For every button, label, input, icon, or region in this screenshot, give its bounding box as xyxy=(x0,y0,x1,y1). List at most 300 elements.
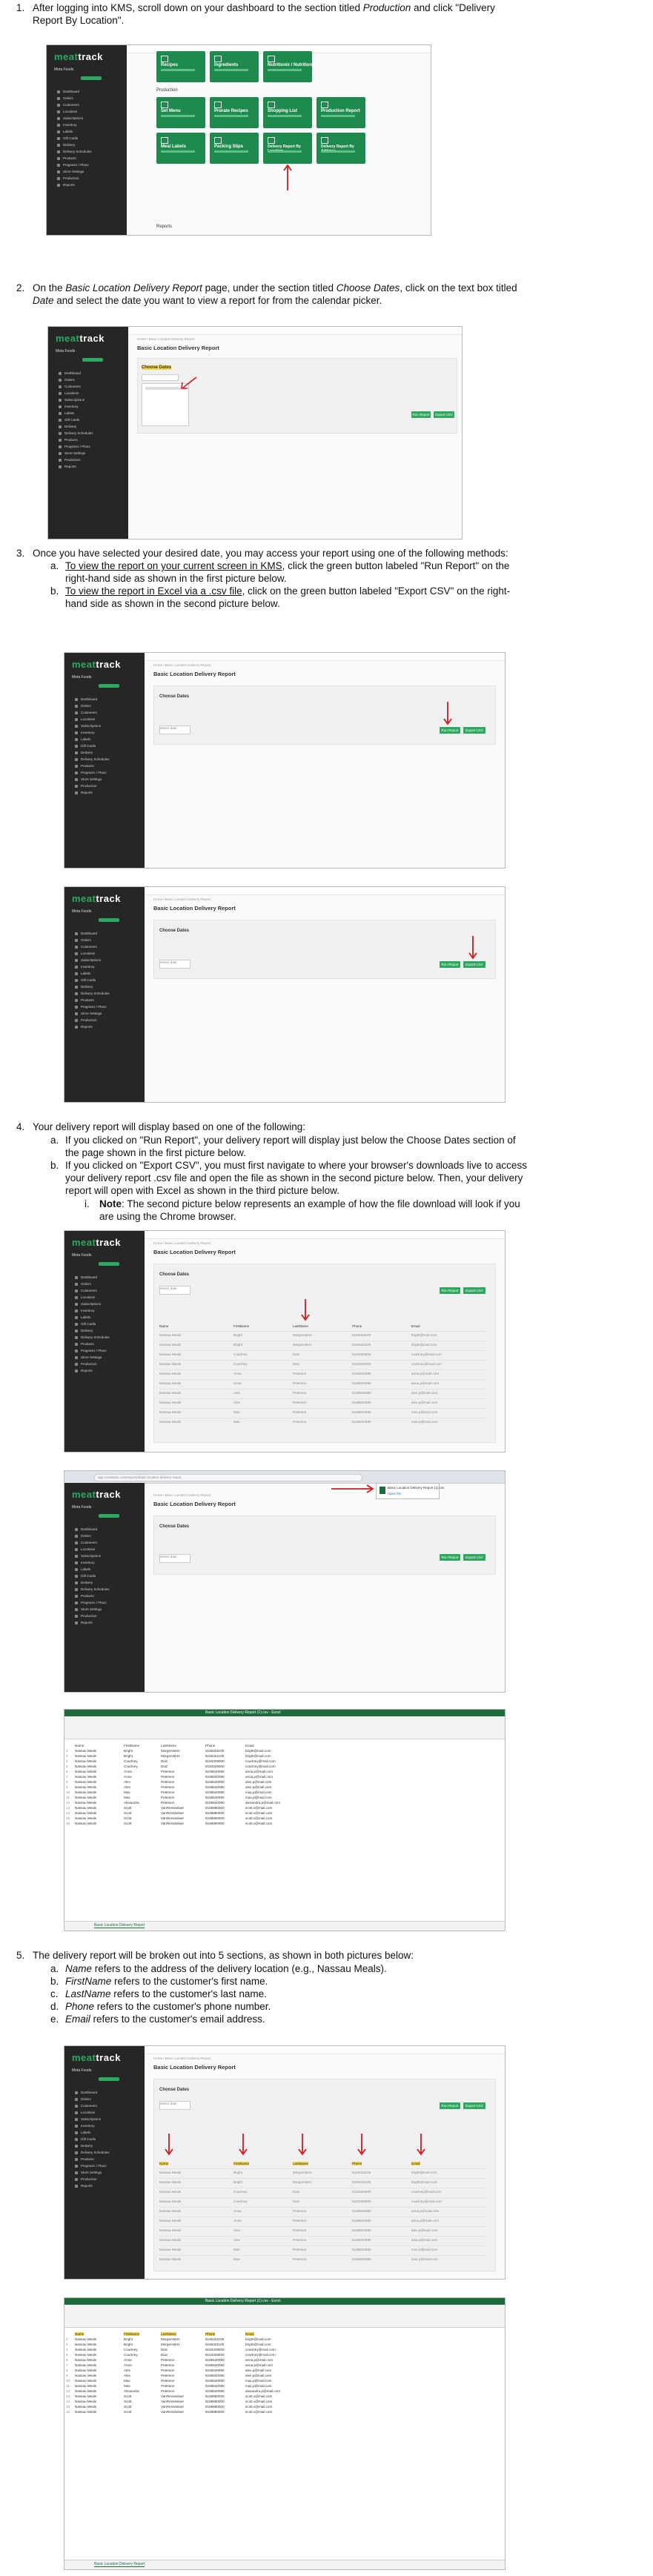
excel-cell[interactable]: courtney@mail.com xyxy=(245,1759,276,1763)
sidebar-item[interactable] xyxy=(75,1574,119,1579)
excel-cell[interactable]: Max xyxy=(124,1796,130,1799)
excel-cell[interactable]: Alexandra xyxy=(124,1801,139,1805)
table-cell: Peterson xyxy=(293,1372,307,1375)
sidebar-item[interactable] xyxy=(75,1362,119,1367)
download-popup[interactable]: Basic Location Delivery Report (1).csv Open file xyxy=(376,1483,440,1499)
run-report-button[interactable]: Run Report xyxy=(440,961,460,968)
excel-cell[interactable]: Nassau Meals xyxy=(75,2353,97,2357)
excel-cell[interactable]: Scott xyxy=(124,2394,132,2398)
excel-cell[interactable]: Morgenstern xyxy=(161,1749,180,1753)
excel-cell[interactable]: 5166540090 xyxy=(205,1796,225,1799)
excel-cell[interactable]: Peterson xyxy=(161,2384,175,2388)
sidebar-item[interactable] xyxy=(57,170,102,174)
excel-cell[interactable]: Scott xyxy=(124,2400,132,2403)
excel-cell[interactable]: Diaz xyxy=(161,2353,168,2357)
sidebar-item[interactable] xyxy=(75,998,119,1003)
sidebar-item[interactable] xyxy=(57,103,102,107)
tile-delivery-report-address[interactable]: Delivery Report By xyxy=(316,133,365,164)
excel-cell[interactable]: VanRensselaer xyxy=(161,1811,185,1815)
excel-cell[interactable]: VanRensselaer xyxy=(161,1816,185,1820)
excel-cell[interactable]: Nassau Meals xyxy=(75,2358,97,2362)
excel-cell[interactable]: Nassau Meals xyxy=(75,2379,97,2383)
sidebar-item[interactable] xyxy=(75,952,119,956)
excel-cell[interactable]: Nassau Meals xyxy=(75,1754,97,1758)
sidebar-item[interactable] xyxy=(75,2097,119,2102)
export-csv-button[interactable]: Export CSV xyxy=(463,1554,485,1561)
sidebar-item[interactable] xyxy=(75,1621,119,1625)
sidebar-item[interactable] xyxy=(75,1289,119,1293)
excel-cell[interactable]: scott.v@mail.com xyxy=(245,1811,273,1815)
nav-icon xyxy=(57,177,60,180)
excel-cell[interactable]: VanRensselaer xyxy=(161,2400,185,2403)
excel-cell[interactable]: Peterson xyxy=(161,1770,175,1773)
excel-cell[interactable]: 5163329000 xyxy=(205,1759,225,1763)
excel-cell[interactable]: Alex xyxy=(124,1780,130,1784)
excel-cell[interactable]: bright@mail.com xyxy=(245,1754,271,1758)
excel-cell[interactable]: 5168880000 xyxy=(205,1811,225,1815)
excel-cell[interactable]: scott.v@mail.com xyxy=(245,1822,273,1825)
excel-cell[interactable]: Scott xyxy=(124,1816,132,1820)
excel-cell[interactable]: 5166321100 xyxy=(205,2343,225,2346)
excel-header-cell[interactable]: Phone xyxy=(205,2332,216,2336)
sidebar-item[interactable] xyxy=(75,1275,119,1280)
excel-header-cell[interactable]: Phone xyxy=(205,1744,216,1747)
sidebar-item[interactable] xyxy=(75,2104,119,2108)
sidebar-item[interactable] xyxy=(75,2117,119,2122)
date-input[interactable]: Select date xyxy=(159,1286,190,1295)
excel-cell[interactable]: max.p@mail.com xyxy=(245,1796,272,1799)
excel-cell[interactable]: VanRensselaer xyxy=(161,2410,185,2414)
sidebar-item[interactable] xyxy=(75,2171,119,2175)
tile-nutritionix[interactable]: Nutritionix / Nutritionist xyxy=(263,51,312,82)
excel-cell[interactable]: scott.v@mail.com xyxy=(245,1806,273,1810)
export-csv-button[interactable]: Export CSV xyxy=(463,961,485,968)
sidebar-item[interactable] xyxy=(75,2111,119,2115)
sidebar-item[interactable] xyxy=(75,978,119,983)
run-report-button[interactable]: Run Report xyxy=(440,2102,460,2109)
excel-cell[interactable]: Peterson xyxy=(161,1785,175,1789)
tile-recipes[interactable]: Recipes xyxy=(156,51,205,82)
tile-meal-labels[interactable]: Meal Labels xyxy=(156,133,205,164)
sidebar-item[interactable] xyxy=(75,1012,119,1016)
sidebar-item[interactable] xyxy=(59,371,103,376)
excel-header-cell[interactable]: FirstName xyxy=(124,2332,140,2336)
excel-cell[interactable]: VanRensselaer xyxy=(161,2394,185,2398)
excel-cell[interactable]: 5166540090 xyxy=(205,2358,225,2362)
sidebar-item[interactable] xyxy=(75,1581,119,1585)
sidebar-item[interactable] xyxy=(57,163,102,167)
excel-cell[interactable]: 5168880000 xyxy=(205,2400,225,2403)
excel-cell[interactable]: Nassau Meals xyxy=(75,1816,97,1820)
excel-header-cell[interactable]: LastName xyxy=(161,1744,176,1747)
excel-cell[interactable]: 5166321100 xyxy=(205,1754,225,1758)
excel-cell[interactable]: anna.p@mail.com xyxy=(245,1770,274,1773)
sidebar-item[interactable] xyxy=(75,2091,119,2095)
sidebar-item[interactable] xyxy=(75,1567,119,1572)
sidebar-item[interactable] xyxy=(75,1329,119,1333)
sidebar-item[interactable] xyxy=(75,945,119,949)
sidebar-item[interactable] xyxy=(75,1369,119,1373)
sidebar-item[interactable] xyxy=(59,438,103,442)
excel-cell[interactable]: Scott xyxy=(124,1811,132,1815)
excel-cell[interactable]: alexandra.p@mail.com xyxy=(245,1801,281,1805)
excel-cell[interactable]: Peterson xyxy=(161,1801,175,1805)
sidebar-item[interactable] xyxy=(75,1342,119,1347)
excel-cell[interactable]: Bright xyxy=(124,2337,133,2341)
date-input[interactable] xyxy=(142,374,179,381)
sidebar-item[interactable] xyxy=(75,958,119,963)
excel-header-cell[interactable]: Email xyxy=(245,2332,254,2336)
excel-cell[interactable]: VanRensselaer xyxy=(161,1806,185,1810)
run-report-button[interactable]: Run Report xyxy=(412,413,430,416)
excel-cell[interactable]: 5168880000 xyxy=(205,1816,225,1820)
excel-header-cell[interactable]: FirstName xyxy=(124,1744,140,1747)
excel-header-cell[interactable]: Email xyxy=(245,1744,254,1747)
excel-cell[interactable]: Courtney xyxy=(124,2348,138,2351)
tile-packing-slips[interactable]: Packing Slips xyxy=(210,133,259,164)
excel-cell[interactable]: 5166540090 xyxy=(205,1790,225,1794)
sidebar-item-label: Production xyxy=(81,2177,97,2181)
excel-cell[interactable]: Alex xyxy=(124,2374,130,2377)
sidebar-item[interactable] xyxy=(75,1282,119,1287)
excel-cell[interactable]: scott.v@mail.com xyxy=(245,1816,273,1820)
sidebar-item[interactable] xyxy=(75,717,119,722)
excel-cell[interactable]: Nassau Meals xyxy=(75,1822,97,1825)
excel-cell[interactable]: Anna xyxy=(124,1770,132,1773)
sidebar-item[interactable] xyxy=(75,1355,119,1360)
excel-cell[interactable]: 5166540090 xyxy=(205,1775,225,1779)
excel-cell[interactable]: Nassau Meals xyxy=(75,1796,97,1799)
sidebar-item[interactable] xyxy=(75,2131,119,2135)
excel-cell[interactable]: Nassau Meals xyxy=(75,1806,97,1810)
excel-cell[interactable]: Diaz xyxy=(161,2348,168,2351)
tile-shopping[interactable]: Shopping List xyxy=(263,97,312,128)
excel-cell[interactable]: anna.p@mail.com xyxy=(245,1775,274,1779)
excel-cell[interactable]: Courtney xyxy=(124,2353,138,2357)
sidebar-item[interactable] xyxy=(59,405,103,409)
sidebar-item[interactable] xyxy=(75,2137,119,2142)
sidebar-item[interactable] xyxy=(75,1534,119,1538)
excel-cell[interactable]: 5168880000 xyxy=(205,1822,225,1825)
excel-cell[interactable]: Nassau Meals xyxy=(75,2337,97,2341)
sidebar-item[interactable] xyxy=(75,2151,119,2155)
date-input[interactable]: Select date xyxy=(159,1554,190,1563)
excel-cell[interactable]: 5168880000 xyxy=(205,2394,225,2398)
sidebar-item[interactable] xyxy=(57,150,102,154)
excel-cell[interactable]: Nassau Meals xyxy=(75,1801,97,1805)
excel-cell[interactable]: Diaz xyxy=(161,1765,168,1768)
excel-cell[interactable]: Nassau Meals xyxy=(75,1770,97,1773)
excel-cell[interactable]: Peterson xyxy=(161,1780,175,1784)
excel-header-cell[interactable]: Name xyxy=(75,1744,84,1747)
sidebar-item[interactable] xyxy=(75,791,119,795)
excel-cell[interactable]: 5166321100 xyxy=(205,1749,225,1753)
sidebar-item[interactable] xyxy=(59,431,103,436)
excel-cell[interactable]: scott.v@mail.com xyxy=(245,2410,273,2414)
excel-cell[interactable]: Peterson xyxy=(161,2368,175,2372)
excel-cell[interactable]: Nassau Meals xyxy=(75,1790,97,1794)
excel-cell[interactable]: 5166540090 xyxy=(205,2374,225,2377)
excel-cell[interactable]: anna.p@mail.com xyxy=(245,2363,274,2367)
excel-cell[interactable]: Alex xyxy=(124,1785,130,1789)
excel-cell[interactable]: Peterson xyxy=(161,2358,175,2362)
excel-cell[interactable]: Diaz xyxy=(161,1759,168,1763)
sidebar-item[interactable] xyxy=(75,764,119,769)
sidebar-item[interactable] xyxy=(75,2164,119,2168)
tile-set-menu[interactable]: Set Menu xyxy=(156,97,205,128)
excel-cell[interactable]: alex.p@mail.com xyxy=(245,1780,272,1784)
excel-header-cell[interactable]: Name xyxy=(75,2332,84,2336)
excel-cell[interactable]: Morgenstern xyxy=(161,2343,180,2346)
excel-cell[interactable]: courtney@mail.com xyxy=(245,2353,276,2357)
excel-cell[interactable]: Anna xyxy=(124,2358,132,2362)
excel-cell[interactable]: Nassau Meals xyxy=(75,2394,97,2398)
excel-cell[interactable]: Nassau Meals xyxy=(75,2368,97,2372)
excel-cell[interactable]: Peterson xyxy=(161,2363,175,2367)
excel-cell[interactable]: 5166540090 xyxy=(205,1801,225,1805)
excel-cell[interactable]: Courtney xyxy=(124,1765,138,1768)
address-bar[interactable]: app.meattrack.com/reports/basic-location-delivery-report xyxy=(94,1474,362,1481)
sidebar-item[interactable] xyxy=(75,2157,119,2162)
sidebar-item[interactable] xyxy=(75,1607,119,1612)
sidebar-item[interactable] xyxy=(75,1295,119,1300)
sidebar-item[interactable] xyxy=(57,110,102,114)
excel-cell[interactable]: VanRensselaer xyxy=(161,1822,185,1825)
sidebar-item[interactable] xyxy=(75,1309,119,1313)
sidebar-item[interactable] xyxy=(75,972,119,976)
sidebar-item[interactable] xyxy=(75,1594,119,1599)
run-report-button[interactable]: Run Report xyxy=(440,727,460,734)
sidebar-item[interactable] xyxy=(75,731,119,735)
excel-cell[interactable]: scott.v@mail.com xyxy=(245,2400,273,2403)
sidebar-item[interactable] xyxy=(75,1025,119,1029)
sidebar-item[interactable] xyxy=(75,784,119,789)
excel-cell[interactable]: Nassau Meals xyxy=(75,1749,97,1753)
excel-cell[interactable]: Peterson xyxy=(161,1775,175,1779)
sidebar-item[interactable] xyxy=(59,385,103,389)
excel-cell[interactable]: Nassau Meals xyxy=(75,1775,97,1779)
excel-cell[interactable]: Max xyxy=(124,2384,130,2388)
sidebar-item[interactable] xyxy=(75,1614,119,1619)
sidebar-item[interactable] xyxy=(75,771,119,775)
sidebar-item[interactable] xyxy=(75,737,119,742)
excel-cell[interactable]: 5166540090 xyxy=(205,1785,225,1789)
excel-cell[interactable]: courtney@mail.com xyxy=(245,1765,276,1768)
sidebar-item[interactable] xyxy=(75,711,119,715)
excel-cell[interactable]: Max xyxy=(124,2379,130,2383)
excel-cell[interactable]: Alexandra xyxy=(124,2389,139,2393)
excel-cell[interactable]: max.p@mail.com xyxy=(245,2379,272,2383)
excel-cell[interactable]: alex.p@mail.com xyxy=(245,2368,272,2372)
excel-cell[interactable]: Max xyxy=(124,1790,130,1794)
excel-cell[interactable]: bright@mail.com xyxy=(245,2343,271,2346)
excel-cell[interactable]: alex.p@mail.com xyxy=(245,1785,272,1789)
excel-cell[interactable]: Nassau Meals xyxy=(75,2400,97,2403)
excel-cell[interactable]: Scott xyxy=(124,2405,132,2409)
excel-cell[interactable]: Nassau Meals xyxy=(75,1785,97,1789)
excel-cell[interactable]: Bright xyxy=(124,2343,133,2346)
date-input[interactable]: Select date xyxy=(159,960,190,969)
excel-cell[interactable]: Bright xyxy=(124,1749,133,1753)
sidebar-item[interactable] xyxy=(59,398,103,402)
sidebar-item[interactable] xyxy=(75,1322,119,1327)
nav-icon xyxy=(57,144,60,147)
excel-cell[interactable]: 5166321100 xyxy=(205,2337,225,2341)
sidebar-item[interactable] xyxy=(75,697,119,702)
sidebar-item[interactable] xyxy=(59,465,103,469)
excel-cell[interactable]: Nassau Meals xyxy=(75,2384,97,2388)
excel-cell[interactable]: Nassau Meals xyxy=(75,1765,97,1768)
sidebar-item[interactable] xyxy=(57,96,102,101)
excel-cell[interactable]: Scott xyxy=(124,1822,132,1825)
export-csv-button[interactable]: Export CSV xyxy=(463,2102,485,2109)
excel-cell[interactable]: Peterson xyxy=(161,1796,175,1799)
sidebar-item[interactable] xyxy=(75,1302,119,1307)
sidebar-item[interactable] xyxy=(75,1349,119,1353)
sidebar-item[interactable] xyxy=(57,123,102,127)
sidebar-item[interactable] xyxy=(57,136,102,141)
sidebar-item[interactable] xyxy=(59,451,103,456)
sidebar-item[interactable] xyxy=(75,1601,119,1605)
sidebar-item[interactable] xyxy=(75,938,119,943)
sidebar-item[interactable] xyxy=(75,744,119,748)
sidebar-item[interactable] xyxy=(57,90,102,94)
excel-cell[interactable]: Nassau Meals xyxy=(75,2343,97,2346)
date-input[interactable]: Select date xyxy=(159,2101,190,2110)
excel-cell[interactable]: scott.v@mail.com xyxy=(245,2405,273,2409)
excel-cell[interactable]: Scott xyxy=(124,1806,132,1810)
excel-cell[interactable]: 5166540090 xyxy=(205,2379,225,2383)
excel-cell[interactable]: max.p@mail.com xyxy=(245,2384,272,2388)
sidebar-item[interactable] xyxy=(75,992,119,996)
sidebar-item[interactable] xyxy=(57,116,102,121)
excel-cell[interactable]: 5166540090 xyxy=(205,1780,225,1784)
excel-cell[interactable]: alexandra.p@mail.com xyxy=(245,2389,281,2393)
excel-cell[interactable]: 5166540090 xyxy=(205,1770,225,1773)
sidebar-item[interactable] xyxy=(75,965,119,969)
excel-cell[interactable]: Morgenstern xyxy=(161,2337,180,2341)
run-report-button[interactable]: Run Report xyxy=(440,1287,460,1294)
excel-cell[interactable]: 5166540090 xyxy=(205,2368,225,2372)
export-csv-button[interactable]: Export CSV xyxy=(463,1287,485,1294)
sidebar-item[interactable] xyxy=(75,704,119,708)
sidebar-item[interactable] xyxy=(59,425,103,429)
excel-cell[interactable]: anna.p@mail.com xyxy=(245,2358,274,2362)
sidebar-item[interactable] xyxy=(59,411,103,416)
sidebar-item[interactable] xyxy=(57,176,102,181)
excel-cell[interactable]: Nassau Meals xyxy=(75,1811,97,1815)
excel-cell[interactable]: Anna xyxy=(124,1775,132,1779)
excel-cell[interactable]: bright@mail.com xyxy=(245,1749,271,1753)
sidebar-item[interactable] xyxy=(75,985,119,989)
excel-cell[interactable]: Morgenstern xyxy=(161,1754,180,1758)
excel-cell[interactable]: max.p@mail.com xyxy=(245,1790,272,1794)
sidebar-item[interactable] xyxy=(57,156,102,161)
sidebar-item[interactable] xyxy=(75,1561,119,1565)
sidebar-item[interactable] xyxy=(59,391,103,396)
sidebar-item[interactable] xyxy=(75,2184,119,2188)
sidebar-item[interactable] xyxy=(75,777,119,782)
excel-cell[interactable]: Nassau Meals xyxy=(75,1780,97,1784)
sidebar-item[interactable] xyxy=(75,932,119,936)
sidebar-item[interactable] xyxy=(75,1554,119,1558)
sidebar-item[interactable] xyxy=(75,1541,119,1545)
excel-cell[interactable]: 5166540090 xyxy=(205,2389,225,2393)
sidebar-item[interactable] xyxy=(75,1335,119,1340)
sidebar-item[interactable] xyxy=(59,378,103,382)
sidebar-item[interactable] xyxy=(57,143,102,147)
excel-cell[interactable]: 5168880000 xyxy=(205,2405,225,2409)
sidebar-item[interactable] xyxy=(57,183,102,187)
date-input[interactable]: Select date xyxy=(159,726,190,734)
sidebar-item[interactable] xyxy=(75,757,119,762)
export-csv-button[interactable]: Export CSV xyxy=(463,727,485,734)
tile-delivery-report-location[interactable]: Delivery Report By xyxy=(263,133,312,164)
sidebar-item[interactable] xyxy=(59,418,103,422)
excel-cell[interactable]: 5168880000 xyxy=(205,2410,225,2414)
excel-cell[interactable]: Nassau Meals xyxy=(75,2389,97,2393)
run-report-button[interactable]: Run Report xyxy=(440,1554,460,1561)
excel-cell[interactable]: 5166540090 xyxy=(205,2384,225,2388)
excel-cell[interactable]: Anna xyxy=(124,2363,132,2367)
excel-cell[interactable]: alex.p@mail.com xyxy=(245,2374,272,2377)
excel-cell[interactable]: Peterson xyxy=(161,1790,175,1794)
tile-production-report[interactable]: Production Report xyxy=(316,97,365,128)
excel-cell[interactable]: Alex xyxy=(124,2368,130,2372)
sidebar-item[interactable] xyxy=(75,751,119,755)
sidebar-item[interactable] xyxy=(75,1587,119,1592)
sidebar-item[interactable] xyxy=(75,724,119,728)
excel-cell[interactable]: Nassau Meals xyxy=(75,1759,97,1763)
excel-cell[interactable]: VanRensselaer xyxy=(161,2405,185,2409)
excel-cell[interactable]: Peterson xyxy=(161,2379,175,2383)
tile-prorate[interactable]: Prorate Recipes xyxy=(210,97,259,128)
excel-cell[interactable]: 5168880000 xyxy=(205,1806,225,1810)
excel-cell[interactable]: Courtney xyxy=(124,1759,138,1763)
excel-cell[interactable]: Nassau Meals xyxy=(75,2410,97,2414)
excel-cell[interactable]: courtney@mail.com xyxy=(245,2348,276,2351)
tile-ingredients[interactable]: Ingredients xyxy=(210,51,259,82)
sidebar-item[interactable] xyxy=(75,1315,119,1320)
excel-cell[interactable]: scott.v@mail.com xyxy=(245,2394,273,2398)
excel-cell[interactable]: bright@mail.com xyxy=(245,2337,271,2341)
excel-cell[interactable]: Nassau Meals xyxy=(75,2348,97,2351)
export-csv-button[interactable]: Export CSV xyxy=(434,411,454,418)
excel-cell[interactable]: 5166540090 xyxy=(205,2363,225,2367)
excel-cell[interactable]: Nassau Meals xyxy=(75,2374,97,2377)
sidebar-item[interactable] xyxy=(75,2177,119,2182)
sidebar-item[interactable] xyxy=(59,445,103,449)
sidebar-item[interactable] xyxy=(75,1547,119,1552)
sidebar-item[interactable] xyxy=(75,1005,119,1009)
excel-cell[interactable]: Scott xyxy=(124,2410,132,2414)
excel-cell[interactable]: Nassau Meals xyxy=(75,2405,97,2409)
sidebar-item[interactable] xyxy=(57,130,102,134)
sidebar-item[interactable] xyxy=(75,2144,119,2148)
excel-cell[interactable]: Peterson xyxy=(161,2374,175,2377)
excel-header-cell[interactable]: LastName xyxy=(161,2332,176,2336)
sidebar-item[interactable] xyxy=(75,1527,119,1532)
excel-cell[interactable]: 5163329000 xyxy=(205,2353,225,2357)
excel-cell[interactable]: Bright xyxy=(124,1754,133,1758)
sidebar-item[interactable] xyxy=(59,458,103,462)
excel-cell[interactable]: Nassau Meals xyxy=(75,2363,97,2367)
sidebar-item[interactable] xyxy=(75,1018,119,1023)
excel-cell[interactable]: Peterson xyxy=(161,2389,175,2393)
sidebar-item[interactable] xyxy=(75,2124,119,2128)
excel-cell[interactable]: 5163329000 xyxy=(205,1765,225,1768)
excel-cell[interactable]: 5163329000 xyxy=(205,2348,225,2351)
